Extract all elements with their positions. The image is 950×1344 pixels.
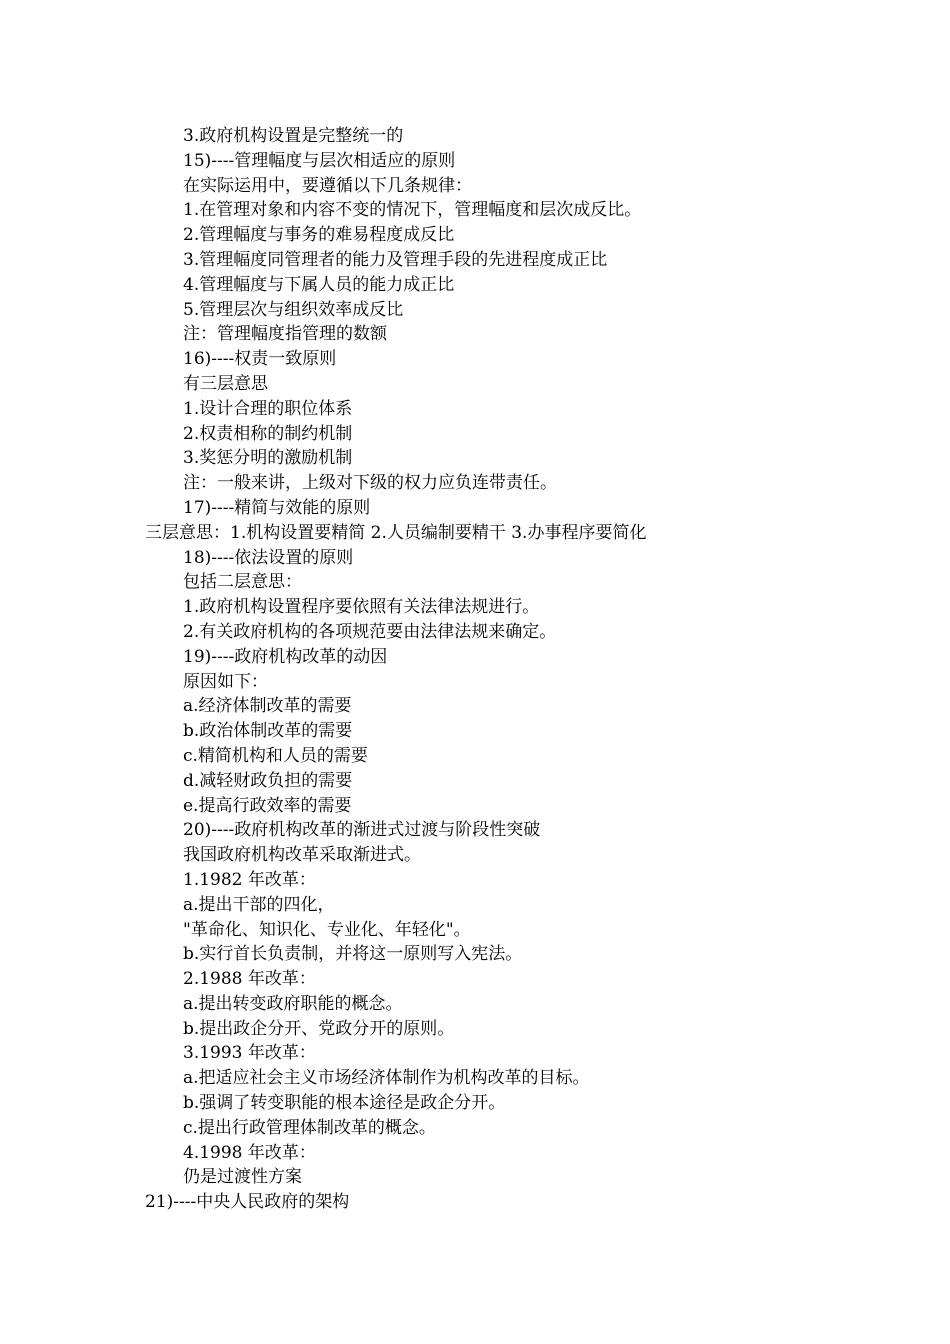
text-line: a.提出干部的四化， — [183, 894, 335, 915]
text-line: 注：管理幅度指管理的数额 — [183, 324, 387, 345]
text-line: 注：一般来讲，上级对下级的权力应负连带责任。 — [183, 473, 557, 494]
text-line: 20)----政府机构改革的渐进式过渡与阶段性突破 — [183, 820, 541, 841]
text-line: c.提出行政管理体制改革的概念。 — [183, 1117, 436, 1138]
text-line: d.减轻财政负担的需要 — [183, 770, 353, 791]
text-line: b.政治体制改革的需要 — [183, 721, 353, 742]
text-line: 1.1982 年改革： — [183, 869, 316, 890]
text-line: 原因如下： — [183, 671, 268, 692]
text-line: 包括二层意思： — [183, 572, 302, 593]
text-line: 17)----精简与效能的原则 — [183, 497, 371, 518]
text-line: 仍是过渡性方案 — [183, 1167, 302, 1188]
text-line: 15)----管理幅度与层次相适应的原则 — [183, 150, 456, 171]
text-line: 1.设计合理的职位体系 — [183, 398, 353, 419]
document-text-lines — [0, 124, 950, 1215]
text-line: 18)----依法设置的原则 — [183, 547, 354, 568]
text-line: e.提高行政效率的需要 — [183, 795, 352, 816]
text-line: b.提出政企分开、党政分开的原则。 — [183, 1018, 455, 1039]
text-line: b.实行首长负责制，并将这一原则写入宪法。 — [183, 944, 523, 965]
text-line: 在实际运用中，要遵循以下几条规律： — [183, 175, 472, 196]
text-line: 3.奖惩分明的激励机制 — [183, 448, 353, 469]
text-line: 2.有关政府机构的各项规范要由法律法规来确定。 — [183, 621, 557, 642]
text-line: 3.管理幅度同管理者的能力及管理手段的先进程度成正比 — [183, 249, 608, 270]
text-line: 21)----中央人民政府的架构 — [145, 1192, 350, 1213]
text-line: a.经济体制改革的需要 — [183, 696, 352, 717]
text-line: 4.1998 年改革： — [183, 1142, 316, 1163]
text-line: a.把适应社会主义市场经济体制作为机构改革的目标。 — [183, 1068, 590, 1089]
text-line: 我国政府机构改革采取渐进式。 — [183, 845, 421, 866]
text-line: 3.政府机构设置是完整统一的 — [183, 126, 404, 146]
text-line: "革命化、知识化、专业化、年轻化"。 — [183, 919, 471, 940]
text-line: 1.在管理对象和内容不变的情况下，管理幅度和层次成反比。 — [183, 200, 642, 221]
text-line: 三层意思：1.机构设置要精简 2.人员编制要精干 3.办事程序要简化 — [145, 522, 647, 543]
text-line: 2.1988 年改革： — [183, 969, 316, 990]
text-line: 16)----权责一致原则 — [183, 349, 337, 370]
text-line: 2.权责相称的制约机制 — [183, 423, 353, 444]
text-line: 1.政府机构设置程序要依照有关法律法规进行。 — [183, 597, 540, 618]
text-line: 5.管理层次与组织效率成反比 — [183, 299, 404, 320]
text-line: 3.1993 年改革： — [183, 1043, 316, 1064]
text-line: a.提出转变政府职能的概念。 — [183, 993, 403, 1014]
text-line: 2.管理幅度与事务的难易程度成反比 — [183, 225, 455, 246]
text-line: 19)----政府机构改革的动因 — [183, 646, 388, 667]
text-line: b.强调了转变职能的根本途径是政企分开。 — [183, 1093, 506, 1114]
text-line: c.精简机构和人员的需要 — [183, 745, 368, 766]
text-line: 4.管理幅度与下属人员的能力成正比 — [183, 274, 455, 295]
text-line: 有三层意思 — [183, 373, 268, 394]
